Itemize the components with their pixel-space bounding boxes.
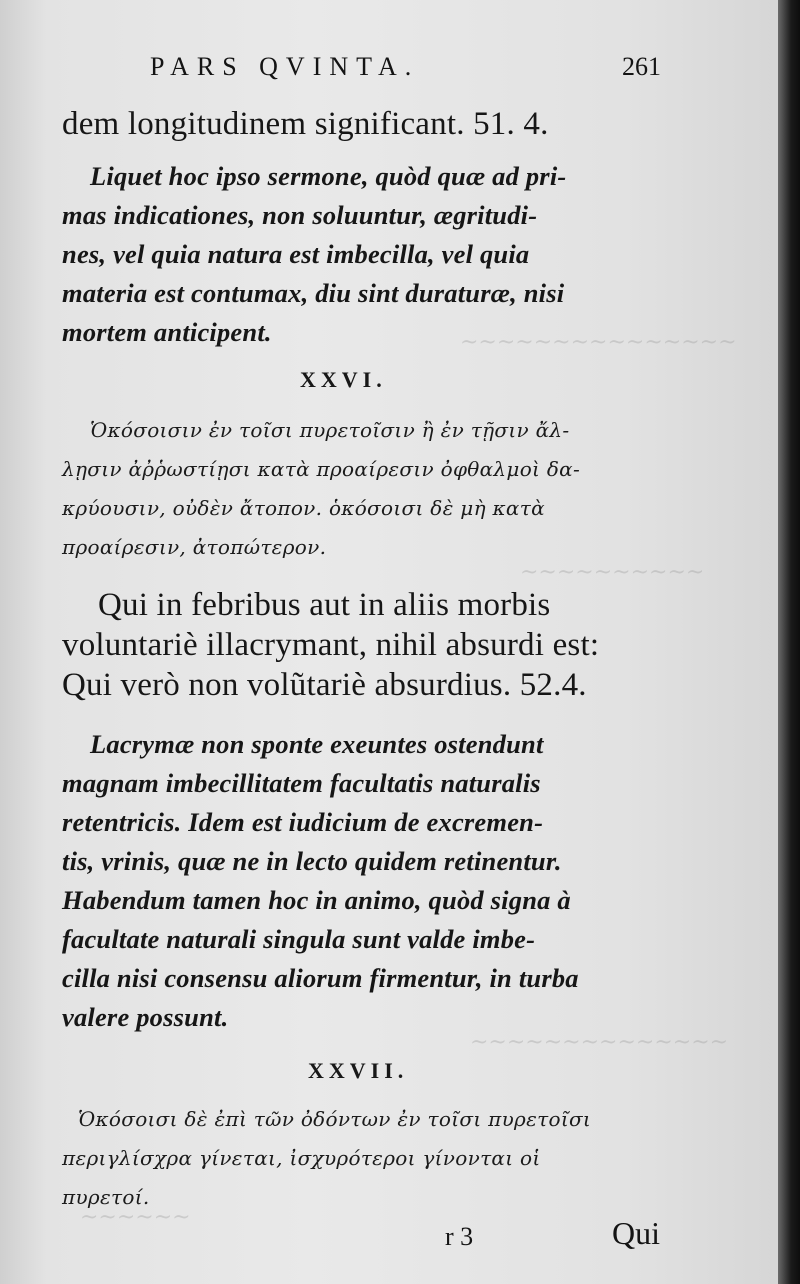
commentary-line: magnam imbecillitatem facultatis naturalis <box>62 768 541 798</box>
commentary-line: Liquet hoc ipso sermone, quòd quæ ad pri- <box>90 161 567 191</box>
scan-dark-edge <box>778 0 800 1284</box>
aphorism-number: XXVI. <box>300 367 387 392</box>
signature-mark: r 3 <box>445 1222 474 1251</box>
running-head: PARS QVINTA. <box>150 52 420 81</box>
show-through-bleed: ~~~~~~~~~~~~~~ <box>470 1030 729 1055</box>
commentary-line: nes, vel quia natura est imbecilla, vel quia <box>62 239 530 269</box>
greek-line: Ὁκόσοισι δὲ ἐπὶ τῶν ὀδόντων ἐν τοῖσι πυρετοῖσι <box>78 1107 592 1131</box>
greek-line: προαίρεσιν, ἀτοπώτερον. <box>62 535 327 559</box>
aphorism-number: XXVII. <box>308 1058 409 1083</box>
greek-line: πυρετοί. <box>62 1185 150 1209</box>
catchword: Qui <box>612 1215 660 1251</box>
commentary-line: mortem anticipent. <box>62 317 272 347</box>
commentary-line: Habendum tamen hoc in animo, quòd signa à <box>62 885 571 915</box>
commentary-line: Lacrymæ non sponte exeuntes ostendunt <box>90 729 544 759</box>
page-number: 261 <box>622 52 661 81</box>
greek-line: Ὁκόσοισιν ἐν τοῖσι πυρετοῖσιν ἢ ἐν τῇσιν ἄλ- <box>90 418 570 442</box>
commentary-line: mas indicationes, non soluuntur, ægritudi- <box>62 200 538 230</box>
show-through-bleed: ~~~~~~~~~~ <box>520 560 705 585</box>
commentary-line: facultate naturali singula sunt valde imbe- <box>62 924 536 954</box>
text-line: Qui in febribus aut in aliis morbis <box>98 587 551 623</box>
show-through-bleed: ~~~~~~~~~~~~~~~ <box>460 330 737 355</box>
greek-line: περιγλίσχρα γίνεται, ἰσχυρότεροι γίνονται οἱ <box>62 1146 541 1170</box>
text-line: dem longitudinem significant. 51. 4. <box>62 106 549 142</box>
commentary-line: retentricis. Idem est iudicium de excremen- <box>62 807 544 837</box>
show-through-bleed: ~~~~~~ <box>80 1205 191 1230</box>
commentary-line: materia est contumax, diu sint duraturæ, nisi <box>62 278 565 308</box>
commentary-line: valere possunt. <box>62 1002 229 1032</box>
commentary-line: tis, vrinis, quæ ne in lecto quidem retinentur. <box>62 846 562 876</box>
text-line: Qui verò non volũtariè absurdius. 52.4. <box>62 667 587 703</box>
text-line: voluntariè illacrymant, nihil absurdi est: <box>62 627 600 663</box>
commentary-line: cilla nisi consensu aliorum firmentur, in turba <box>62 963 579 993</box>
greek-line: κρύουσιν, οὐδὲν ἄτοπον. ὁκόσοισι δὲ μὴ κατὰ <box>62 496 545 520</box>
greek-line: λῃσιν ἀῤῥωστίῃσι κατὰ προαίρεσιν ὀφθαλμοὶ δα- <box>62 457 581 481</box>
